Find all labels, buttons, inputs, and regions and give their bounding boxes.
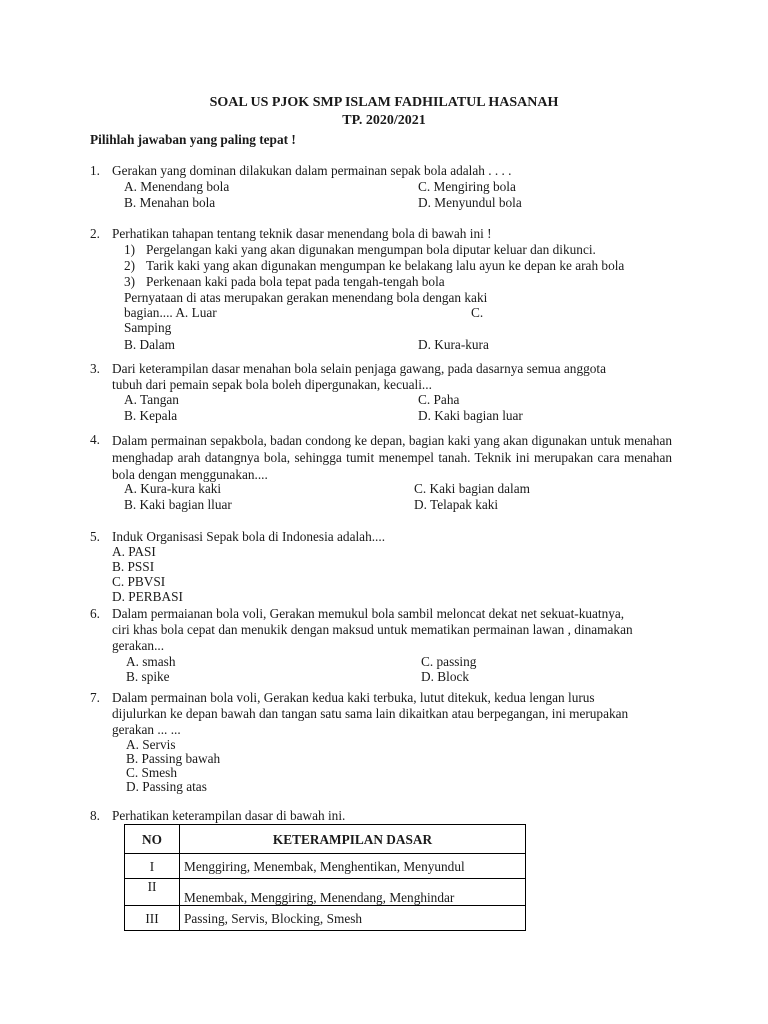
- question-text: Gerakan yang dominan dilakukan dalam permainan sepak bola adalah . . . .: [112, 163, 512, 178]
- question-text: Dalam permainan sepakbola, badan condong ke depan, bagian kaki yang akan digunakan untuk menahan menghadap arah datangnya bola, sehingga tumit menempel tanah. Teknik ini merupakan cara menahan bola dengan menggunakan....: [112, 433, 672, 482]
- school-year: TP. 2020/2021: [342, 113, 426, 128]
- table-row: [125, 854, 526, 879]
- option-d: D. Menyundul bola: [418, 195, 522, 210]
- option-d: D. Kura-kura: [418, 337, 489, 352]
- step-text: Perkenaan kaki pada bola tepat pada tengah-tengah bola: [146, 274, 445, 289]
- question-text: Perhatikan tahapan tentang teknik dasar menendang bola di bawah ini !: [112, 226, 492, 241]
- skills-table: [124, 824, 526, 931]
- step-number: 3): [124, 274, 136, 289]
- row-skills: Menggiring, Menembak, Menghentikan, Menyundul: [180, 854, 526, 879]
- page-title: SOAL US PJOK SMP ISLAM FADHILATUL HASANAH: [209, 95, 559, 110]
- option-d: D. Passing atas: [126, 779, 207, 794]
- option-c: C. Kaki bagian dalam: [414, 481, 530, 496]
- step-number: 2): [124, 258, 136, 273]
- option-c: C. Mengiring bola: [418, 179, 516, 194]
- option-a: A. PASI: [112, 544, 156, 559]
- option-a: A. smash: [126, 654, 176, 669]
- step-text: Pergelangan kaki yang akan digunakan mengumpan bola diputar keluar dan dikunci.: [146, 242, 596, 257]
- question-number: 5.: [90, 529, 100, 544]
- question-number: 8.: [90, 808, 100, 823]
- statement-line: bagian.... A. Luar: [124, 305, 217, 320]
- question-text: gerakan ... ...: [112, 722, 181, 737]
- question-number: 6.: [90, 606, 100, 621]
- option-a: A. Tangan: [124, 392, 179, 407]
- option-c: C. PBVSI: [112, 574, 166, 589]
- question-number: 4.: [90, 432, 100, 447]
- question-text: Dalam permainan bola voli, Gerakan kedua kaki terbuka, lutut ditekuk, kedua lengan lurus: [112, 690, 595, 705]
- option-b: B. Dalam: [124, 337, 175, 352]
- option-a: A. Kura-kura kaki: [124, 481, 222, 496]
- option-c: C. Smesh: [126, 765, 177, 780]
- table-header-row: [125, 825, 526, 854]
- row-number: III: [125, 906, 180, 931]
- row-skills: Passing, Servis, Blocking, Smesh: [180, 906, 526, 931]
- question-text: Induk Organisasi Sepak bola di Indonesia adalah....: [112, 529, 386, 544]
- option-a: A. Servis: [126, 737, 176, 752]
- option-d: D. Kaki bagian luar: [418, 408, 523, 423]
- question-number: 3.: [90, 361, 100, 376]
- option-c: C. Paha: [418, 392, 460, 407]
- instruction: Pilihlah jawaban yang paling tepat !: [90, 132, 296, 147]
- question-text: Perhatikan keterampilan dasar di bawah ini.: [112, 808, 346, 823]
- question-number: 2.: [90, 226, 100, 241]
- question-text: gerakan...: [112, 638, 165, 653]
- option-a: A. Menendang bola: [124, 179, 230, 194]
- row-number: II: [125, 879, 180, 906]
- question-text: Dalam permaianan bola voli, Gerakan memukul bola sambil meloncat dekat net sekuat-kuatnya,: [112, 606, 625, 621]
- question-text: ciri khas bola cepat dan menukik dengan maksud untuk mematikan permainan lawan , dinamakan: [112, 622, 633, 637]
- question-text: tubuh dari pemain sepak bola boleh dipergunakan, kecuali...: [112, 377, 432, 392]
- option-d: D. PERBASI: [112, 589, 183, 604]
- option-b: B. Kaki bagian lluar: [124, 497, 232, 512]
- question-number: 1.: [90, 163, 100, 178]
- option-b: B. Passing bawah: [126, 751, 221, 766]
- column-header-no: NO: [125, 825, 180, 854]
- table-row: [125, 879, 526, 906]
- option-b: B. Menahan bola: [124, 195, 216, 210]
- option-d: D. Block: [421, 669, 470, 684]
- table-row: [125, 906, 526, 931]
- option-b: B. PSSI: [112, 559, 155, 574]
- step-text: Tarik kaki yang akan digunakan mengumpan ke belakang lalu ayun ke depan ke arah bola: [146, 258, 625, 273]
- column-header-skill: KETERAMPILAN DASAR: [180, 825, 526, 854]
- option-d: D. Telapak kaki: [414, 497, 499, 512]
- step-number: 1): [124, 242, 136, 257]
- statement-line: Pernyataan di atas merupakan gerakan menendang bola dengan kaki: [124, 290, 488, 305]
- question-text: dijulurkan ke depan bawah dan tangan satu sama lain dikaitkan atau berpegangan, ini merupakan: [112, 706, 629, 721]
- option-c: C. passing: [421, 654, 477, 669]
- option-c-text: Samping: [124, 320, 172, 335]
- question-number: 7.: [90, 690, 100, 705]
- option-b: B. spike: [126, 669, 170, 684]
- option-b: B. Kepala: [124, 408, 178, 423]
- row-number: I: [125, 854, 180, 879]
- option-c: C.: [471, 305, 484, 320]
- row-skills: Menembak, Menggiring, Menendang, Menghindar: [180, 879, 526, 906]
- question-text: Dari keterampilan dasar menahan bola selain penjaga gawang, pada dasarnya semua anggota: [112, 361, 606, 376]
